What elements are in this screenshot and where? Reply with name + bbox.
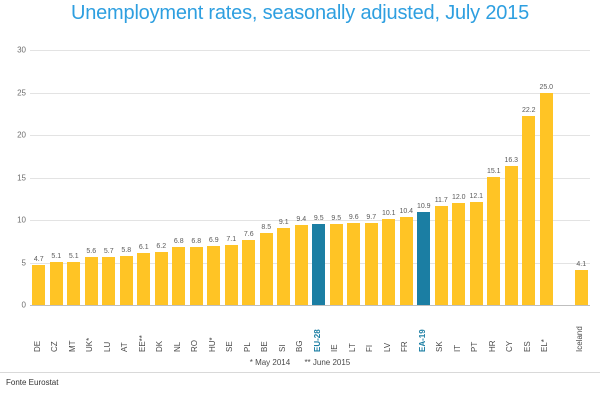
bar[interactable] (347, 223, 360, 305)
y-axis-tick-label: 15 (17, 173, 26, 182)
y-axis-tick-label: 30 (17, 45, 26, 55)
bar-value-label: 6.2 (156, 243, 167, 251)
bar-value-label: 11.7 (434, 196, 448, 204)
x-axis-category-label: FI (365, 344, 375, 352)
bar-value-label: 9.6 (348, 214, 359, 222)
bar-slot (48, 50, 66, 305)
y-axis-tick-label: 20 (17, 130, 26, 140)
bar-slot (328, 50, 346, 305)
x-axis-category-label: EL* (540, 339, 550, 352)
bar[interactable] (435, 206, 448, 305)
bar[interactable] (207, 246, 220, 305)
bar-slot (293, 50, 311, 305)
bar-value-label: 5.1 (68, 252, 79, 260)
bar-value-label: 4.7 (33, 256, 44, 264)
x-axis-category-label: PT (470, 341, 480, 352)
bar-slot (503, 50, 521, 305)
chart-title: Unemployment rates, seasonally adjusted, July 2015 (70, 2, 530, 24)
bar-value-label: 6.8 (173, 238, 184, 246)
bar-value-label: 8.5 (261, 223, 272, 231)
bar[interactable] (137, 253, 150, 305)
bar-slot (188, 50, 206, 305)
bar[interactable] (172, 247, 185, 305)
footnote-2: ** June 2015 (304, 358, 351, 367)
bar-value-label: 5.6 (86, 248, 97, 256)
bar-slot (153, 50, 171, 305)
x-axis-category-label: LU (102, 341, 112, 352)
bar[interactable] (365, 223, 378, 305)
y-axis-tick-label: 0 (21, 300, 26, 310)
bars-group (30, 50, 590, 305)
bar-value-label: 5.7 (103, 247, 114, 255)
bar-slot (520, 50, 538, 305)
bar[interactable] (417, 212, 430, 305)
bar-value-label: 10.1 (381, 210, 396, 218)
bar-value-label: 9.7 (366, 213, 377, 221)
bar[interactable] (452, 203, 465, 305)
bar-value-label: 12.0 (451, 194, 466, 201)
x-axis-category-label: HU* (207, 337, 217, 352)
footnote-1: * May 2014 (249, 358, 291, 367)
x-axis-category-label: DE (32, 340, 42, 352)
x-axis-category-label: HR (487, 340, 497, 352)
x-axis-category-label: ES (522, 341, 532, 352)
bar[interactable] (487, 177, 500, 305)
bar[interactable] (382, 219, 395, 305)
x-axis-category-label: BE (260, 341, 270, 352)
bar-slot (205, 50, 223, 305)
bar-slot (310, 50, 328, 305)
bar[interactable] (277, 228, 290, 305)
bar-slot (433, 50, 451, 305)
bar[interactable] (575, 270, 588, 305)
bar-value-label: 4.1 (576, 261, 587, 269)
bar-value-label: 10.4 (399, 207, 414, 215)
x-axis-category-label: BG (295, 340, 305, 352)
bar-value-label: 12.1 (469, 193, 484, 201)
bar-slot (170, 50, 188, 305)
x-axis-category-label: SK (435, 341, 445, 352)
bar[interactable] (102, 257, 115, 305)
bar-value-label: 25.0 (539, 83, 554, 91)
bar-slot (398, 50, 416, 305)
bar-value-label: 9.1 (278, 218, 289, 226)
bar-slot (100, 50, 118, 305)
bar[interactable] (470, 202, 483, 305)
x-axis-category-label: AT (120, 342, 130, 352)
bar-value-label: 9.5 (331, 215, 342, 223)
y-axis-tick-label: 10 (17, 215, 26, 225)
bar[interactable] (522, 116, 535, 305)
bar-slot (450, 50, 468, 305)
bar[interactable] (67, 262, 80, 305)
bar-value-label: 15.1 (486, 167, 501, 175)
bar[interactable] (330, 224, 343, 305)
bar-slot (538, 50, 556, 305)
bar-slot (275, 50, 293, 305)
bar-value-label: 6.1 (138, 244, 149, 252)
bar-value-label: 16.3 (504, 157, 519, 165)
x-axis-labels (30, 306, 590, 354)
bar[interactable] (225, 245, 238, 305)
bar[interactable] (32, 265, 45, 305)
bar-value-label: 10.9 (416, 203, 431, 211)
bar-slot (135, 50, 153, 305)
bar-value-label: 22.2 (521, 107, 536, 115)
bar-slot (415, 50, 433, 305)
bar-slot (83, 50, 101, 305)
bar[interactable] (260, 233, 273, 305)
bar-slot (223, 50, 241, 305)
bar[interactable] (120, 256, 133, 305)
x-axis-category-label: DK (155, 340, 165, 352)
x-axis-category-label: EA-19 (417, 329, 427, 352)
x-axis-category-label: IE (330, 344, 340, 352)
bar[interactable] (295, 225, 308, 305)
y-axis-labels (0, 45, 28, 310)
bar-slot (118, 50, 136, 305)
bar-slot (30, 50, 48, 305)
x-axis-category-label: LT (347, 343, 357, 352)
bar-value-label: 9.5 (313, 215, 324, 223)
y-axis-tick-label: 5 (21, 258, 26, 267)
footnotes (0, 358, 600, 367)
bar[interactable] (540, 93, 553, 306)
x-axis-category-label: LV (382, 342, 392, 352)
bar-slot (555, 50, 573, 305)
x-axis-category-label: CY (505, 340, 515, 352)
bar-slot (380, 50, 398, 305)
bar[interactable] (242, 240, 255, 305)
bar-value-label: 6.9 (208, 237, 219, 245)
bar-slot (573, 50, 591, 305)
x-axis-category-label: IT (452, 344, 462, 352)
bar-slot (258, 50, 276, 305)
plot-area (30, 50, 590, 305)
bar-value-label: 9.4 (296, 216, 307, 224)
bar-value-label: 6.8 (191, 238, 202, 246)
x-axis-category-label: SI (277, 344, 287, 352)
bottom-divider (0, 372, 600, 373)
bar-value-label: 5.8 (121, 246, 132, 254)
bar[interactable] (85, 257, 98, 305)
bar[interactable] (505, 166, 518, 305)
x-axis-category-label: RO (190, 340, 200, 352)
x-axis-category-label: CZ (50, 341, 60, 352)
x-axis-category-label: FR (400, 341, 410, 352)
x-axis-category-label: EE** (137, 335, 147, 352)
bar[interactable] (400, 217, 413, 305)
source-note: Fonte Eurostat (6, 378, 59, 387)
bar-value-label: 7.6 (243, 231, 254, 239)
bar[interactable] (312, 224, 325, 305)
bar-value-label: 7.1 (226, 235, 237, 243)
bar-slot (485, 50, 503, 305)
x-axis-category-label: Iceland (575, 326, 585, 352)
bar[interactable] (190, 247, 203, 305)
x-axis-category-label: PL (242, 342, 252, 352)
x-axis-category-label: SE (225, 341, 235, 352)
y-axis-tick-label: 25 (17, 88, 26, 97)
bar-slot (345, 50, 363, 305)
x-axis-category-label: NL (172, 341, 182, 352)
x-axis-category-label: EU-28 (312, 329, 322, 352)
x-axis-category-label: UK* (85, 337, 95, 352)
bar[interactable] (50, 262, 63, 305)
bar-value-label: 5.1 (51, 252, 62, 260)
x-axis-category-label: MT (67, 340, 77, 352)
bar-slot (65, 50, 83, 305)
bar[interactable] (155, 252, 168, 305)
bar-slot (363, 50, 381, 305)
bar-slot (468, 50, 486, 305)
bar-slot (240, 50, 258, 305)
